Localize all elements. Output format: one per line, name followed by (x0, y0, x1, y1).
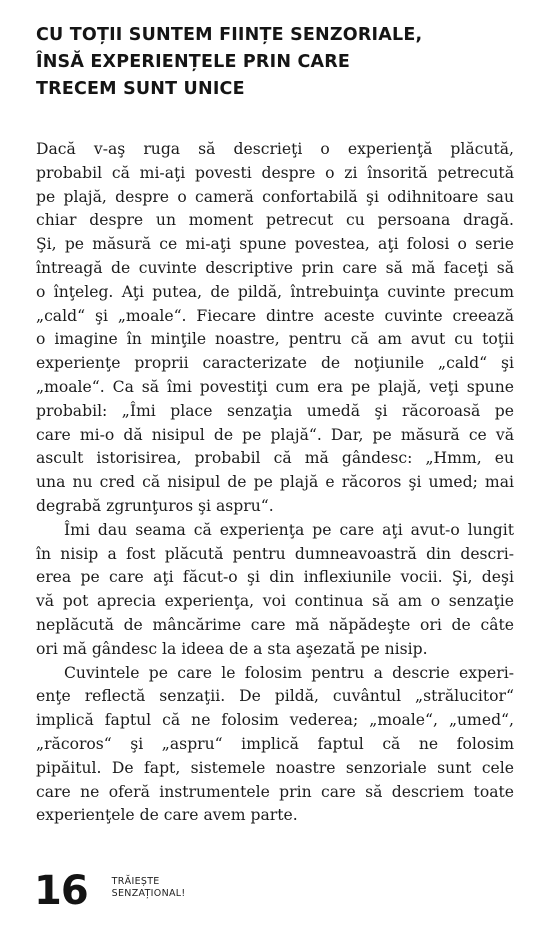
heading-line: ÎNSĂ EXPERIENȚELE PRIN CARE (36, 52, 351, 72)
text-line: experienţe proprii caracterizate de noţiunile „cald“ şi (36, 354, 514, 373)
text-line: Dacă v-aş ruga să descrieţi o experienţă plăcută, (36, 140, 514, 158)
body-text (36, 138, 514, 828)
chapter-heading (36, 22, 476, 103)
heading-line: CU TOȚII SUNTEM FIINȚE SENZORIALE, (36, 25, 423, 45)
text-line: vă pot aprecia experienţa, voi continua să am o senzaţie (36, 592, 514, 611)
text-line: o înţeleg. Aţi putea, de pildă, întrebuinţa cuvinte precum (36, 282, 514, 301)
paragraph (36, 138, 514, 519)
text-line: ascult istorisirea, probabil că mă gândesc: „Hmm, eu (36, 449, 514, 468)
text-line: pe plajă, despre o cameră confortabilă şi odihnitoare sau (36, 187, 514, 206)
text-line: neplăcută de mâncărime care mă năpădeşte ori de câte (36, 615, 514, 634)
text-line: ori mă gândesc la ideea de a sta aşezată pe nisip. (36, 639, 428, 658)
text-line: degrabă zgrunţuros şi aspru“. (36, 496, 274, 515)
running-title-line: SENZAȚIONAL! (111, 887, 186, 899)
text-line: experienţele de care avem parte. (36, 806, 298, 825)
text-line: chiar despre un moment petrecut cu persoana dragă. (36, 211, 514, 230)
text-line: probabil: „Îmi place senzaţia umedă şi răcoroasă pe (36, 401, 514, 420)
text-line: „răcoros“ şi „aspru“ implică faptul că ne folosim (36, 734, 514, 753)
text-line: în nisip a fost plăcută pentru dumneavoastră din descri- (36, 544, 514, 563)
page-number: 16 (34, 868, 88, 914)
text-line: probabil că mi-aţi povesti despre o zi însorită petrecută (36, 163, 514, 182)
text-line: una nu cred că nisipul de pe plajă e răcoros şi umed; mai (36, 473, 514, 492)
text-line: enţe reflectă senzaţii. De pildă, cuvântul „strălucitor“ (36, 687, 514, 706)
text-line: Cuvintele pe care le folosim pentru a descrie experi- (64, 663, 514, 682)
paragraph (36, 519, 514, 662)
text-line: întreagă de cuvinte descriptive prin care să mă faceţi să (36, 258, 514, 277)
running-title-line: TRĂIEȘTE (111, 876, 160, 887)
text-line: „cald“ şi „moale“. Fiecare dintre aceste cuvinte creează (36, 306, 514, 325)
text-line: implică faptul că ne folosim vederea; „moale“, „umed“, (36, 711, 514, 730)
running-title (112, 876, 186, 899)
heading-line: TRECEM SUNT UNICE (36, 79, 245, 99)
text-line: care mi-o dă nisipul de pe plajă“. Dar, pe măsură ce vă (36, 425, 514, 444)
text-line: o imagine în minţile noastre, pentru că am avut cu toţii (36, 330, 514, 349)
text-line: pipăitul. De fapt, sistemele noastre senzoriale sunt cele (36, 758, 514, 777)
text-line: care ne oferă instrumentele prin care să descriem toate (36, 782, 514, 801)
text-line: Îmi dau seama că experienţa pe care aţi avut-o lungit (64, 520, 514, 539)
text-line: Şi, pe măsură ce mi-aţi spune povestea, aţi folosi o serie (36, 235, 514, 254)
text-line: „moale“. Ca să îmi povestiţi cum era pe plajă, veţi spune (36, 377, 514, 396)
paragraph (36, 662, 514, 829)
text-line: erea pe care aţi făcut-o şi din inflexiunile vocii. Şi, deşi (36, 568, 514, 587)
page-footer (34, 868, 185, 918)
